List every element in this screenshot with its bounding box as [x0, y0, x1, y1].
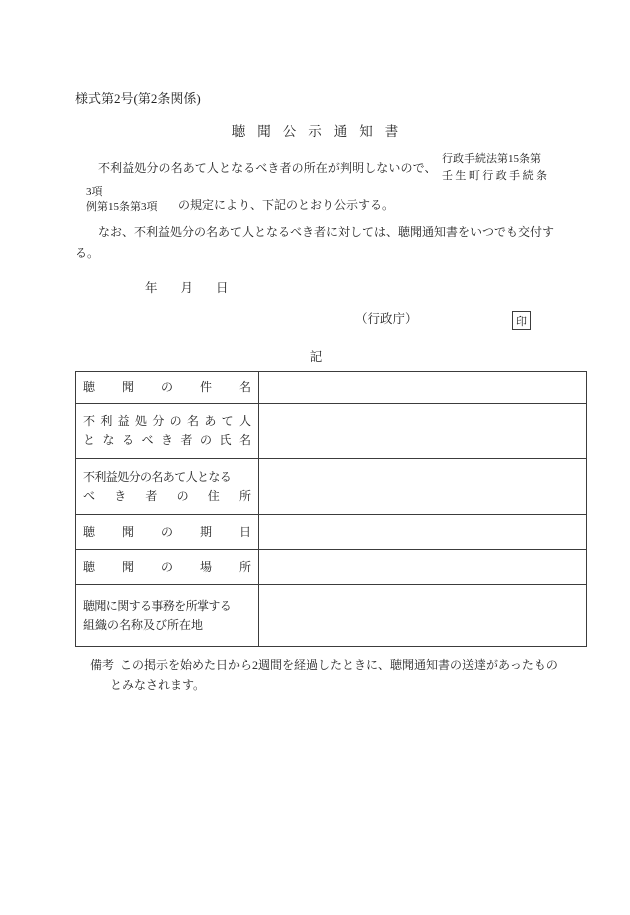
- row-label-line: 聴聞の場所: [83, 559, 251, 574]
- row-value-cell: [259, 459, 587, 515]
- remarks-line2: とみなされます。: [110, 678, 206, 692]
- remarks-note: [110, 655, 560, 695]
- row-value-cell: [259, 550, 587, 585]
- table-row-hearing-date: [76, 515, 587, 550]
- law-citation-continuation-bottom: 例第15条第3項: [86, 201, 158, 213]
- date-day-label: 日: [216, 281, 229, 295]
- row-label-line: 不利益処分の名あて人: [83, 414, 251, 428]
- row-label-line: 聴聞の期日: [83, 524, 251, 539]
- law-citation-line-bottom: 壬生町行政手続条: [442, 170, 547, 182]
- row-value-cell: [259, 585, 587, 647]
- date-placeholder-line: [145, 278, 252, 296]
- document-title: 聴聞公示通知書: [231, 124, 411, 139]
- row-label-line: 聴聞に関する事務を所掌する: [83, 598, 232, 613]
- date-year-label: 年: [145, 281, 158, 295]
- table-row-hearing-case-name: [76, 372, 587, 404]
- row-label-cell: [76, 515, 259, 550]
- date-month-label: 月: [180, 281, 194, 295]
- notice-table: [75, 371, 587, 647]
- table-row-office-in-charge: [76, 585, 587, 647]
- seal-box: [512, 311, 531, 330]
- seal-stamp-glyph: 印: [516, 315, 527, 328]
- row-label-line: べき者の住所: [83, 488, 251, 503]
- row-label-line: となるべき者の氏名: [83, 433, 251, 447]
- body-paragraph2-line2: る。: [75, 246, 100, 260]
- remarks-line1: この掲示を始めた日から2週間を経過したときに、聴聞通知書の送達があったもの: [120, 658, 558, 672]
- issuer-label: （行政庁）: [355, 312, 418, 326]
- body-paragraph1-line2: の規定により、下記のとおり公示する。: [178, 198, 395, 212]
- row-value-cell: [259, 515, 587, 550]
- law-citation-stack-left: [86, 185, 158, 215]
- row-label-cell: [76, 459, 259, 515]
- row-label-line: 組織の名称及び所在地: [83, 617, 204, 632]
- remarks-label: 備考: [90, 658, 115, 672]
- row-label-line: 不利益処分の名あて人となる: [83, 469, 232, 484]
- law-citation-continuation-top: 3項: [86, 186, 103, 198]
- record-marker: 記: [309, 350, 323, 364]
- body-paragraph2-line1: なお、不利益処分の名あて人となるべき者に対しては、聴聞通知書をいつでも交付す: [98, 225, 555, 239]
- row-label-cell: [76, 372, 259, 404]
- law-citation-stack-right: [442, 151, 547, 185]
- row-value-cell: [259, 372, 587, 404]
- body-paragraph2: [75, 222, 563, 264]
- table-row-addressee-address: [76, 459, 587, 515]
- row-label-cell: [76, 585, 259, 647]
- law-citation-line-top: 行政手続法第15条第: [442, 153, 541, 165]
- table-row-addressee-name: [76, 404, 587, 459]
- row-label-line: 聴聞の件名: [83, 380, 251, 394]
- form-number: 様式第2号(第2条関係): [75, 91, 201, 106]
- row-value-cell: [259, 404, 587, 459]
- row-label-cell: [76, 404, 259, 459]
- body-paragraph1-line1: 不利益処分の名あて人となるべき者の所在が判明しないので、: [98, 161, 437, 175]
- row-label-cell: [76, 550, 259, 585]
- table-row-hearing-place: [76, 550, 587, 585]
